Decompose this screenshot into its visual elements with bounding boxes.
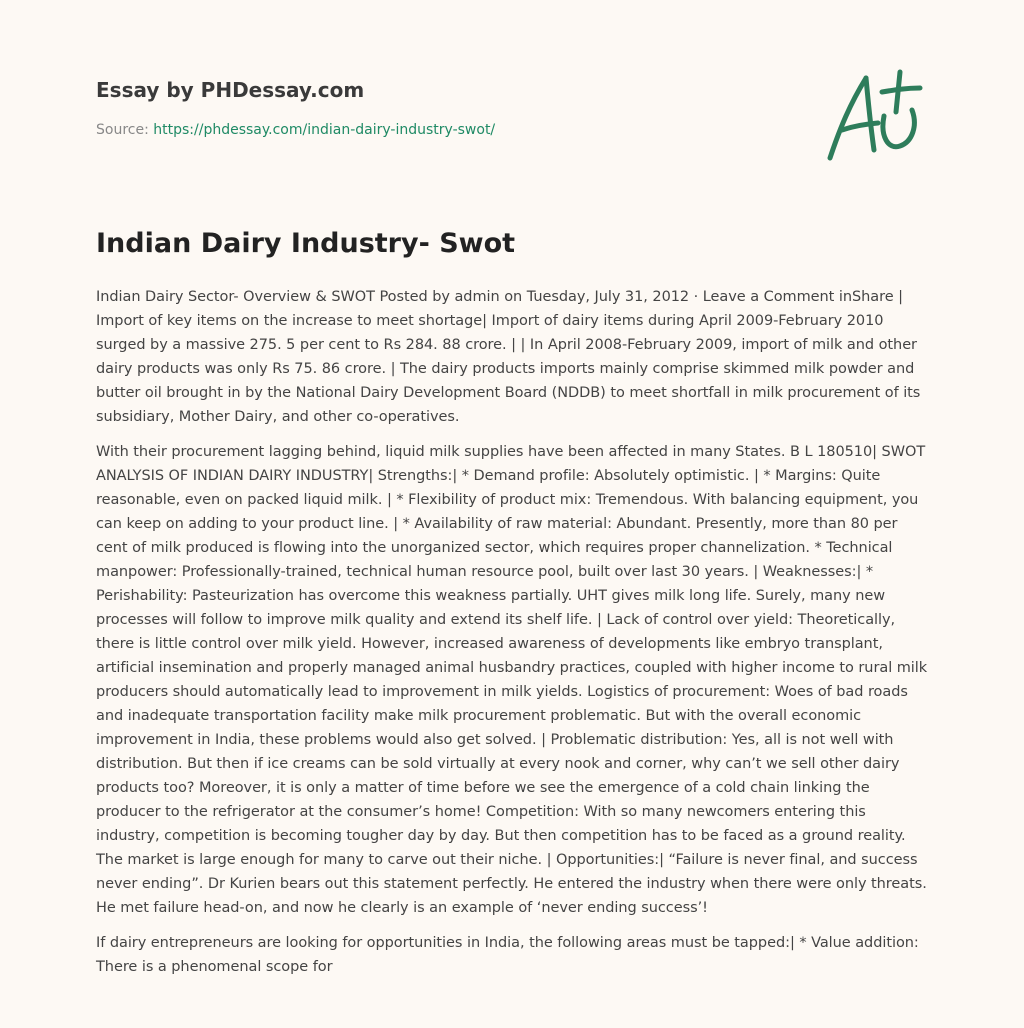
source-link[interactable]: https://phdessay.com/indian-dairy-industry-swot/: [153, 122, 496, 138]
paragraph: With their procurement lagging behind, liquid milk supplies have been affected in many States. B L 180510| SWOT ANALYSIS OF INDIAN DAIRY INDUSTRY| Strengths:| * Demand profile: Absolutely optimistic. | * Margins: Quite reasonable, even on packed liquid milk. | * Flexibility of product mix: Tremendous. With balancing equipment, you can keep on adding to your product line. | * Availability of raw material: Abundant. Presently, more than 80 per cent of milk produced is flowing into the unorganized sector, which requires proper channelization. * Technical manpower: Professionally-trained, technical human resource pool, built over last 30 years. | Weaknesses:| * Perishability: Pasteurization has overcome this weakness partially. UHT gives milk long life. Surely, many new processes will follow to improve milk quality and extend its shelf life. | Lack of control over yield: Theoretically, there is little control over milk yield. However, increased awareness of developments like embryo transplant, artificial insemination and properly managed animal husbandry practices, coupled with higher income to rural milk producers should automatically lead to improvement in milk yields. Logistics of procurement: Woes of bad roads and inadequate transportation facility make milk procurement problematic. But with the overall economic improvement in India, these problems would also get solved. | Problematic distribution: Yes, all is not well with distribution. But then if ice creams can be sold virtually at every nook and corner, why can’t we sell other dairy products too? Moreover, it is only a matter of time before we see the emergence of a cold chain linking the producer to the refrigerator at the consumer’s home! Competition: With so many newcomers entering this industry, competition is becoming tougher day by day. But then competition has to be faced as a ground reality. The market is large enough for many to carve out their niche. | Opportunities:| “Failure is never final, and success never ending”. Dr Kurien bears out this statement perfectly. He entered the industry when there were only threats. He met failure head-on, and now he clearly is an example of ‘never ending success’!: [96, 444, 928, 916]
paragraph: Indian Dairy Sector- Overview & SWOT Posted by admin on Tuesday, July 31, 2012 · Leave a Comment inShare | Import of key items on the increase to meet shortage| Import of dairy items during April 2009-February 2010 surged by a massive 275. 5 per cent to Rs 284. 88 crore. | | In April 2008-February 2009, import of milk and other dairy products was only Rs 75. 86 crore. | The dairy products imports mainly comprise skimmed milk powder and butter oil brought in by the National Dairy Development Board (NDDB) to meet shortfall in milk procurement of its subsidiary, Mother Dairy, and other co-operatives.: [96, 289, 921, 425]
paragraph: If dairy entrepreneurs are looking for opportunities in India, the following areas must be tapped:| * Value addition: There is a phenomenal scope for: [96, 935, 919, 975]
source-label: Source:: [96, 122, 154, 138]
brand-name: Essay by PHDessay.com: [96, 78, 365, 102]
site-header: [96, 72, 928, 138]
a-plus-logo-icon: [822, 66, 928, 166]
article-title: Indian Dairy Industry- Swot: [96, 228, 516, 259]
source-line: [96, 122, 495, 138]
article-body: [96, 285, 932, 990]
